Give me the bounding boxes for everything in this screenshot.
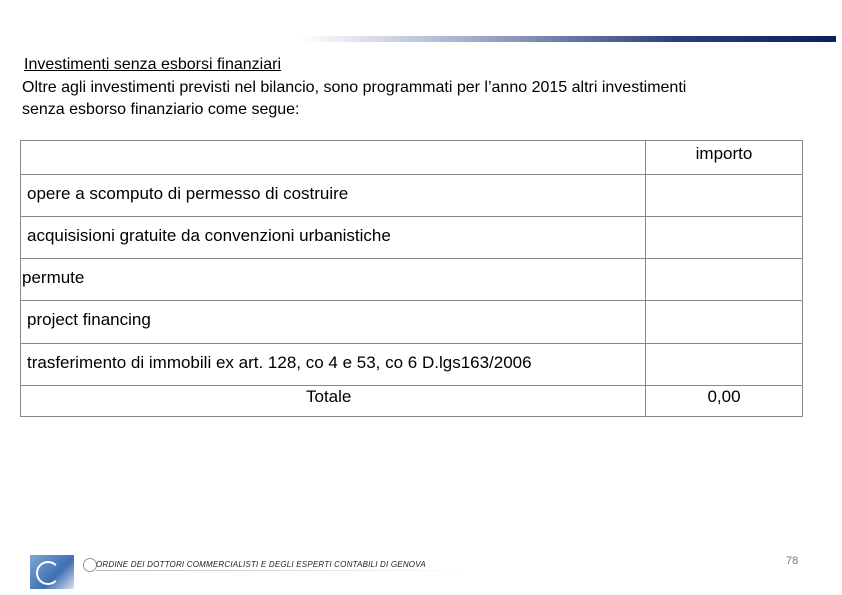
row-label: opere a scomputo di permesso di costruire [27, 183, 349, 203]
row-amount [646, 301, 802, 302]
table-row [21, 217, 803, 259]
footer-organization: ORDINE DEI DOTTORI COMMERCIALISTI E DEGLI ESPERTI CONTABILI DI GENOVA [96, 560, 426, 569]
header-amount-label: importo [695, 144, 753, 163]
footer-divider [96, 570, 476, 571]
row-amount [646, 344, 802, 345]
seal-icon [83, 558, 97, 572]
table-row [21, 301, 803, 343]
row-amount [646, 259, 802, 260]
row-amount [646, 217, 802, 218]
header-amount-cell [646, 141, 803, 175]
total-row [21, 385, 803, 416]
total-label: Totale [306, 386, 352, 406]
table-row [21, 174, 803, 216]
slide-heading: Investimenti senza esborsi finanziari [24, 56, 282, 73]
row-label: acquisisioni gratuite da convenzioni urbanistiche [27, 226, 391, 246]
total-amount: 0,00 [707, 386, 741, 406]
table-header-row [21, 141, 803, 175]
table-row [21, 259, 803, 301]
header-accent-bar [300, 36, 836, 42]
row-amount [646, 175, 802, 176]
table-row [21, 343, 803, 385]
page-number: 78 [786, 555, 799, 567]
row-label: project financing [27, 310, 151, 330]
row-label: permute [22, 268, 85, 288]
intro-paragraph: Oltre agli investimenti previsti nel bilancio, sono programmati per l’anno 2015 altri investimenti senza esborso finanziario come segue: [22, 79, 687, 118]
organization-logo-icon [30, 555, 74, 589]
header-label-cell [21, 141, 646, 175]
row-label: trasferimento di immobili ex art. 128, co 4 e 53, co 6 D.lgs163/2006 [27, 352, 532, 372]
investments-table [20, 140, 803, 417]
logo-swirl-icon [36, 561, 60, 585]
